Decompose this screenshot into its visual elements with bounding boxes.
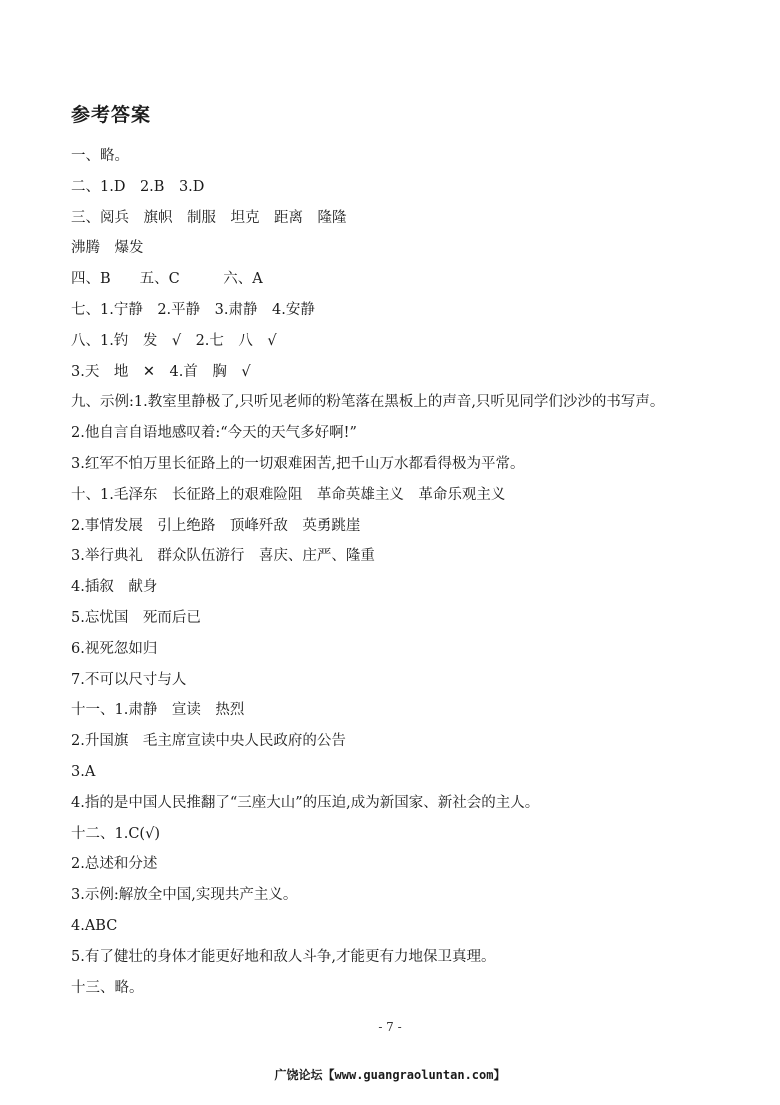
answer-line: 6.视死忽如归 <box>71 640 158 657</box>
page-title: 参考答案 <box>71 104 152 126</box>
answer-line: 八、1.钓 发 √ 2.七 八 √ <box>71 332 277 349</box>
answer-line: 4.ABC <box>71 917 118 934</box>
answer-line: 沸腾 爆发 <box>71 240 144 257</box>
answer-list <box>71 141 751 1003</box>
footer-credit <box>0 1066 780 1083</box>
answer-line: 5.忘忧国 死而后已 <box>71 609 201 626</box>
answer-line: 2.总述和分述 <box>71 856 158 873</box>
answer-line: 二、1.D 2.B 3.D <box>71 178 205 195</box>
answer-line: 5.有了健壮的身体才能更好地和敌人斗争,才能更有力地保卫真理。 <box>71 948 496 965</box>
answer-line: 3.红军不怕万里长征路上的一切艰难困苦,把千山万水都看得极为平常。 <box>71 455 525 472</box>
answer-line: 七、1.宁静 2.平静 3.肃静 4.安静 <box>71 301 315 318</box>
answer-line: 九、示例:1.教室里静极了,只听见老师的粉笔落在黑板上的声音,只听见同学们沙沙的书写声。 <box>71 394 665 411</box>
answer-line: 四、B 五、C 六、A <box>71 271 263 288</box>
answer-line: 十一、1.肃静 宣读 热烈 <box>71 702 245 719</box>
answer-line: 十、1.毛泽东 长征路上的艰难险阻 革命英雄主义 革命乐观主义 <box>71 486 506 503</box>
answer-line: 3.天 地 ✕ 4.首 胸 √ <box>71 363 251 380</box>
answer-line: 4.指的是中国人民推翻了“三座大山”的压迫,成为新国家、新社会的主人。 <box>71 794 540 811</box>
answer-line: 2.他自言自语地感叹着:“今天的天气多好啊!” <box>71 425 357 442</box>
answer-line: 十二、1.C(√) <box>71 825 160 842</box>
footer-site-name: 广饶论坛 <box>274 1068 323 1082</box>
answer-line: 一、略。 <box>71 148 129 164</box>
answer-line: 3.示例:解放全中国,实现共产主义。 <box>71 887 298 904</box>
answer-line: 4.插叙 献身 <box>71 579 158 596</box>
answer-line: 7.不可以尺寸与人 <box>71 671 187 688</box>
answer-line: 2.事情发展 引上绝路 顶峰歼敌 英勇跳崖 <box>71 517 361 534</box>
footer-url: 【www.guangraoluntan.com】 <box>322 1068 506 1082</box>
answer-line: 3.A <box>71 763 96 780</box>
answer-line: 十三、略。 <box>71 979 144 996</box>
answer-line: 3.举行典礼 群众队伍游行 喜庆、庄严、隆重 <box>71 548 375 565</box>
answer-line: 三、阅兵 旗帜 制服 坦克 距离 隆隆 <box>71 209 347 226</box>
answer-line: 2.升国旗 毛主席宣读中央人民政府的公告 <box>71 733 346 750</box>
page-number: - 7 - <box>378 1020 402 1034</box>
